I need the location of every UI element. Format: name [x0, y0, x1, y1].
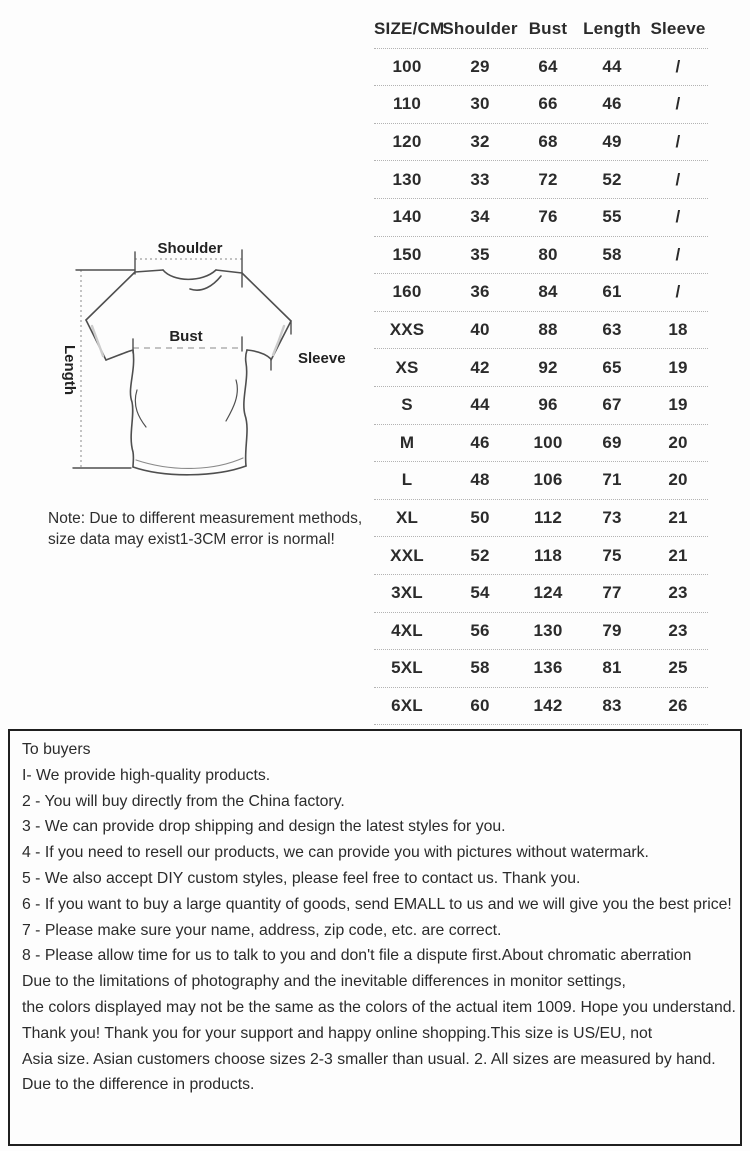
shoulder-cell: 52 — [470, 545, 490, 565]
bust-cell: 118 — [533, 545, 563, 565]
shoulder-cell: 56 — [470, 620, 490, 640]
bust-cell: 76 — [538, 207, 558, 227]
bust-cell: 100 — [533, 432, 563, 452]
sleeve-cell: 23 — [668, 620, 688, 640]
bust-cell: 112 — [533, 508, 563, 528]
length-cell: 73 — [602, 508, 622, 528]
size-table-header-cell: Shoulder — [442, 19, 518, 39]
size-table-row — [374, 349, 708, 387]
length-cell: 81 — [602, 658, 622, 678]
size-table-row — [374, 161, 708, 199]
size-cell: 3XL — [391, 583, 423, 603]
size-cell: L — [401, 470, 413, 490]
length-cell: 52 — [602, 169, 622, 189]
to-buyers-title: To buyers — [22, 741, 91, 758]
bust-cell: 68 — [538, 132, 558, 152]
sleeve-cell: 21 — [668, 545, 688, 565]
shoulder-cell: 60 — [470, 695, 490, 715]
size-cell: 100 — [392, 56, 422, 76]
bust-cell: 66 — [538, 94, 558, 114]
bust-cell: 84 — [538, 282, 558, 302]
diagram-length-label: Length — [61, 345, 78, 395]
shoulder-cell: 32 — [470, 132, 490, 152]
size-table-row — [374, 500, 708, 538]
length-cell: 65 — [602, 357, 622, 377]
to-buyers-box — [8, 729, 742, 1146]
shoulder-cell: 29 — [470, 56, 490, 76]
shoulder-cell: 42 — [470, 357, 490, 377]
size-table — [374, 11, 708, 725]
shoulder-cell: 40 — [470, 320, 490, 340]
sleeve-cell: / — [675, 282, 681, 302]
sleeve-cell: / — [675, 244, 681, 264]
size-cell: 110 — [392, 94, 422, 114]
shoulder-cell: 50 — [470, 508, 490, 528]
length-cell: 67 — [602, 395, 622, 415]
size-cell: 120 — [392, 132, 422, 152]
sleeve-cell: 26 — [668, 695, 688, 715]
note-line-2: size data may exist1-3CM error is normal! — [48, 531, 335, 548]
shoulder-cell: 48 — [470, 470, 490, 490]
buyers-note-line: Asia size. Asian customers choose sizes 2-3 smaller than usual. 2. All sizes are measured by hand. — [22, 1050, 716, 1068]
length-cell: 83 — [602, 695, 622, 715]
size-table-row — [374, 86, 708, 124]
shoulder-cell: 44 — [470, 395, 490, 415]
bust-cell: 124 — [533, 583, 563, 603]
size-cell: 6XL — [391, 695, 423, 715]
bust-cell: 142 — [533, 695, 563, 715]
size-table-row — [374, 650, 708, 688]
size-table-row — [374, 613, 708, 651]
diagram-bust-label: Bust — [169, 328, 203, 345]
sleeve-cell: 20 — [668, 470, 688, 490]
size-cell: M — [399, 432, 415, 452]
bust-cell: 106 — [533, 470, 563, 490]
size-table-row — [374, 425, 708, 463]
size-cell: 4XL — [391, 620, 423, 640]
length-cell: 55 — [602, 207, 622, 227]
sleeve-cell: 23 — [668, 583, 688, 603]
size-table-row — [374, 274, 708, 312]
shoulder-cell: 33 — [470, 169, 490, 189]
size-table-header-cell: SIZE/CM — [374, 19, 445, 39]
sleeve-cell: 18 — [668, 320, 688, 340]
length-cell: 71 — [602, 470, 622, 490]
buyers-note-line: 4 - If you need to resell our products, we can provide you with pictures without watermark. — [22, 844, 649, 862]
size-cell: XL — [395, 508, 419, 528]
measurement-note — [48, 508, 378, 550]
size-cell: S — [401, 395, 413, 415]
bust-cell: 136 — [533, 658, 563, 678]
buyers-note-line: 2 - You will buy directly from the China factory. — [22, 792, 345, 810]
bust-cell: 72 — [538, 169, 558, 189]
buyers-note-line: 7 - Please make sure your name, address, zip code, etc. are correct. — [22, 921, 502, 939]
length-cell: 58 — [602, 244, 622, 264]
length-cell: 46 — [602, 94, 622, 114]
length-cell: 75 — [602, 545, 622, 565]
buyers-note-line: Due to the difference in products. — [22, 1076, 255, 1094]
length-cell: 77 — [602, 583, 622, 603]
size-cell: 130 — [392, 169, 422, 189]
shoulder-cell: 54 — [470, 583, 490, 603]
size-cell: 140 — [392, 207, 422, 227]
sleeve-cell: 21 — [668, 508, 688, 528]
bust-cell: 80 — [538, 244, 558, 264]
size-table-row — [374, 312, 708, 350]
sleeve-cell: 19 — [668, 395, 688, 415]
sleeve-cell: 19 — [668, 357, 688, 377]
shoulder-cell: 34 — [470, 207, 490, 227]
size-cell: 160 — [392, 282, 422, 302]
sleeve-cell: / — [675, 169, 681, 189]
size-table-row — [374, 688, 708, 726]
length-cell: 79 — [602, 620, 622, 640]
bust-cell: 88 — [538, 320, 558, 340]
bust-cell: 64 — [538, 56, 558, 76]
sleeve-cell: 25 — [668, 658, 688, 678]
size-table-row — [374, 387, 708, 425]
buyers-note-line: the colors displayed may not be the same as the colors of the actual item 1009. Hope you understand. — [22, 998, 736, 1016]
length-cell: 61 — [602, 282, 622, 302]
diagram-sleeve-label: Sleeve — [298, 350, 346, 367]
sleeve-cell: / — [675, 132, 681, 152]
shoulder-cell: 46 — [470, 432, 490, 452]
length-cell: 69 — [602, 432, 622, 452]
bust-cell: 96 — [538, 395, 558, 415]
bust-cell: 92 — [538, 357, 558, 377]
size-table-row — [374, 462, 708, 500]
size-table-row — [374, 49, 708, 87]
note-line-1: Note: Due to different measurement methods, — [48, 510, 363, 527]
shoulder-cell: 30 — [470, 94, 490, 114]
sleeve-cell: / — [675, 94, 681, 114]
size-table-row — [374, 575, 708, 613]
length-cell: 49 — [602, 132, 622, 152]
sleeve-cell: / — [675, 207, 681, 227]
length-cell: 63 — [602, 320, 622, 340]
buyers-note-line: I- We provide high-quality products. — [22, 766, 271, 784]
size-table-header-cell: Bust — [528, 19, 568, 39]
size-table-row — [374, 237, 708, 275]
size-table-header-row — [374, 11, 708, 49]
sleeve-cell: / — [675, 56, 681, 76]
size-cell: 150 — [392, 244, 422, 264]
size-cell: 5XL — [391, 658, 423, 678]
buyers-note-line: 3 - We can provide drop shipping and design the latest styles for you. — [22, 818, 506, 836]
size-cell: XS — [395, 357, 419, 377]
size-table-row — [374, 199, 708, 237]
size-table-header-cell: Sleeve — [650, 19, 706, 39]
sleeve-cell: 20 — [668, 432, 688, 452]
buyers-note-line: 8 - Please allow time for us to talk to you and don't file a dispute first.About chromatic aberration — [22, 947, 692, 965]
shoulder-cell: 36 — [470, 282, 490, 302]
buyers-note-line: Thank you! Thank you for your support and happy online shopping.This size is US/EU, not — [22, 1024, 653, 1042]
length-cell: 44 — [602, 56, 622, 76]
size-cell: XXS — [389, 320, 425, 340]
shoulder-cell: 58 — [470, 658, 490, 678]
buyers-note-line: Due to the limitations of photography and the inevitable differences in monitor settings, — [22, 973, 626, 991]
buyers-note-line: 5 - We also accept DIY custom styles, please feel free to contact us. Thank you. — [22, 869, 581, 887]
diagram-shoulder-label: Shoulder — [157, 240, 223, 257]
tshirt-measurement-diagram — [40, 230, 360, 500]
buyers-lines — [22, 763, 736, 1098]
shoulder-cell: 35 — [470, 244, 490, 264]
buyers-note-line: 6 - If you want to buy a large quantity of goods, send EMALL to us and we will give you the best price! — [22, 895, 732, 913]
size-cell: XXL — [390, 545, 424, 565]
tshirt-sketch-icon — [40, 230, 360, 500]
size-table-row — [374, 124, 708, 162]
size-table-header-cell: Length — [583, 19, 641, 39]
size-table-row — [374, 537, 708, 575]
bust-cell: 130 — [533, 620, 563, 640]
